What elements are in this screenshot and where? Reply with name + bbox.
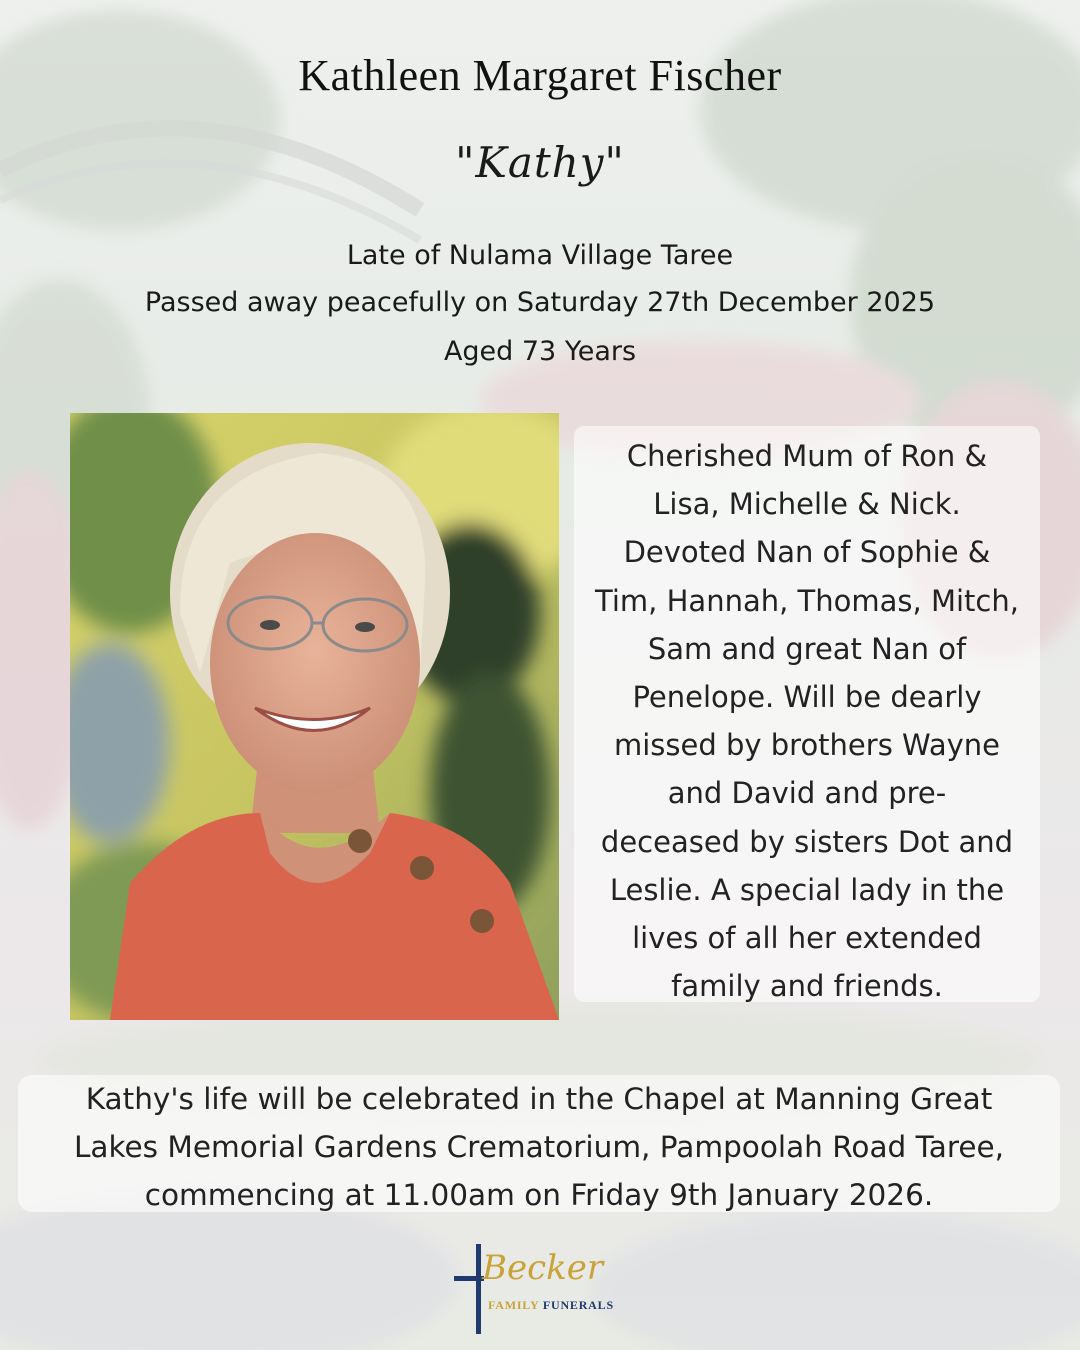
tribute-line: Lisa, Michelle & Nick. [653,487,961,522]
tribute-line: Cherished Mum of Ron & [626,439,988,473]
tribute-line: Leslie. A special lady in the [609,872,1005,907]
passing-date-line: Passed away peacefully on Saturday 27th December 2025 [144,287,936,318]
service-line: commencing at 11.00am on Friday 9th January 2026. [144,1178,934,1212]
tribute-line: and David and pre- [667,776,947,811]
logo-subtitle: FAMILY FUNERALS [488,1298,614,1312]
tribute-line: Penelope. Will be dearly [632,680,982,715]
service-line: Kathy's life will be celebrated in the Chapel at Manning Great [85,1082,993,1116]
becker-family-funerals-logo [440,1240,640,1340]
tribute-line: Sam and great Nan of [647,631,967,666]
tribute-line: lives of all her extended [632,921,982,956]
portrait-photo [70,413,559,1020]
service-line: Lakes Memorial Gardens Crematorium, Pampoolah Road Taree, [73,1130,1005,1164]
tribute-text-panel [574,426,1040,1002]
tribute-line: deceased by sisters Dot and [600,824,1014,859]
tribute-line: Tim, Hannah, Thomas, Mitch, [595,583,1019,618]
logo-wordmark: Becker [482,1248,604,1288]
deceased-nickname: "Kathy" [455,138,625,187]
deceased-full-name: Kathleen Margaret Fischer [298,51,782,100]
tribute-line: missed by brothers Wayne [613,728,1001,763]
residence-line: Late of Nulama Village Taree [346,240,734,271]
tribute-line: Devoted Nan of Sophie & [623,535,991,570]
cross-icon [476,1244,481,1334]
age-line: Aged 73 Years [443,336,637,367]
tribute-line: family and friends. [671,969,943,1004]
service-details-panel [18,1075,1060,1212]
